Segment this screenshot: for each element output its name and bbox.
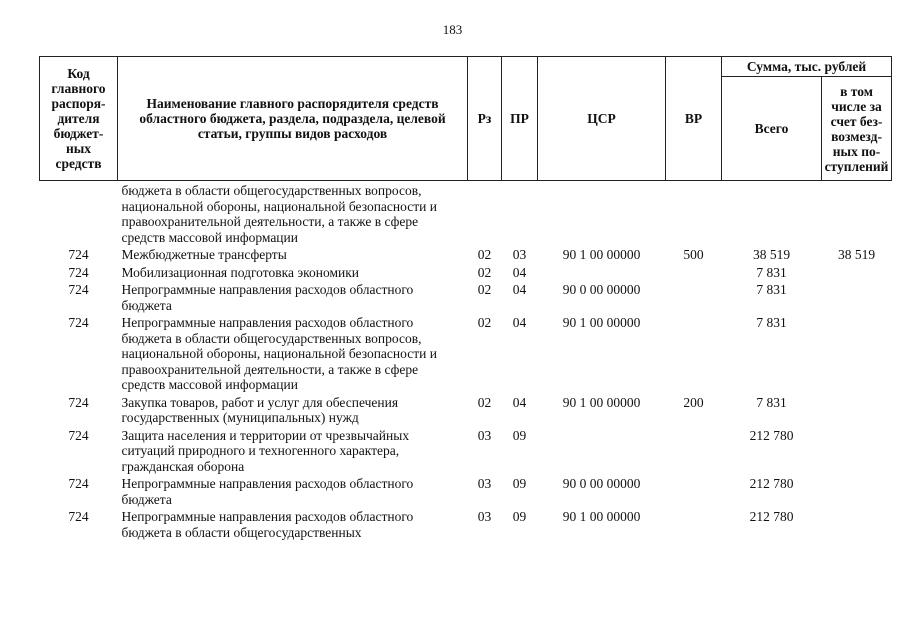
cell-pr: 09	[512, 427, 527, 443]
cell-csr: 90 1 00 00000	[562, 247, 641, 262]
cell-kod: 724	[68, 476, 89, 491]
cell-vsego: 7 831	[756, 282, 787, 297]
header-summa: Сумма, тыс. рублей	[722, 57, 892, 77]
cell-rz: 02	[477, 264, 492, 280]
cell-vr	[666, 507, 722, 540]
cell-csr: 90 0 00 00000	[562, 282, 641, 297]
cell-vr	[666, 181, 722, 246]
cell-csr: 90 1 00 00000	[562, 509, 641, 524]
cell-csr	[538, 263, 666, 281]
header-vr: ВР	[666, 57, 722, 181]
cell-kod: 724	[68, 509, 89, 524]
cell-vsego: 7 831	[756, 394, 787, 410]
cell-vr	[666, 280, 722, 313]
table-row	[40, 181, 892, 246]
table-row	[40, 263, 892, 281]
cell-rz: 02	[477, 282, 492, 297]
table-header	[40, 57, 892, 181]
cell-vtch	[822, 474, 892, 507]
cell-pr: 09	[512, 509, 527, 524]
header-kod: Код главного распоря-дителя бюджет-ных средств	[40, 57, 118, 181]
cell-name: Непрограммные направления расходов областного бюджета в области общегосударственных	[121, 509, 414, 540]
cell-rz: 03	[477, 509, 492, 524]
cell-kod: 724	[68, 282, 89, 297]
cell-vtch	[822, 313, 892, 393]
header-csr: ЦСР	[538, 57, 666, 181]
cell-vtch	[822, 393, 892, 426]
cell-name: Мобилизационная подготовка экономики	[121, 264, 360, 280]
cell-pr: 04	[512, 264, 527, 280]
header-vsego: Всего	[722, 77, 822, 181]
cell-vr	[666, 313, 722, 393]
cell-pr	[502, 181, 538, 246]
cell-rz: 03	[477, 476, 492, 491]
cell-rz: 02	[477, 315, 492, 330]
header-rz: Рз	[468, 57, 502, 181]
cell-vsego: 212 780	[749, 427, 794, 443]
cell-vtch	[822, 426, 892, 475]
header-name: Наименование главного распорядителя средств областного бюджета, раздела, подраздела, целевой статьи, группы видов расходов	[118, 57, 468, 181]
cell-csr	[538, 426, 666, 475]
table-row	[40, 426, 892, 475]
cell-rz	[468, 181, 502, 246]
cell-name: Защита населения и территории от чрезвычайных ситуаций природного и техногенного характера, гражданская оборона	[121, 427, 410, 474]
cell-kod: 724	[68, 264, 89, 280]
cell-name: бюджета в области общегосударственных вопросов, национальной обороны, национальной безопасности и правоохранительной деятельности, а также в сфере средств массовой информации	[121, 183, 437, 245]
cell-pr: 09	[512, 476, 527, 491]
table-row	[40, 280, 892, 313]
cell-vr	[666, 263, 722, 281]
cell-pr: 04	[512, 282, 527, 297]
cell-pr: 03	[512, 247, 527, 262]
header-pr: ПР	[502, 57, 538, 181]
budget-table	[39, 56, 892, 540]
table-row	[40, 245, 892, 263]
cell-vsego: 7 831	[756, 264, 787, 280]
cell-pr: 04	[512, 394, 527, 410]
cell-kod: 724	[68, 315, 89, 330]
cell-vsego: 212 780	[749, 476, 794, 491]
table-body	[40, 181, 892, 541]
page-number: 183	[442, 22, 463, 37]
cell-pr: 04	[512, 315, 527, 330]
cell-name: Межбюджетные трансферты	[121, 247, 287, 262]
cell-rz: 03	[477, 427, 492, 443]
table-row	[40, 474, 892, 507]
table-row	[40, 393, 892, 426]
cell-name: Закупка товаров, работ и услуг для обеспечения государственных (муниципальных) нужд	[121, 394, 399, 425]
cell-vr: 500	[683, 247, 704, 262]
table-row	[40, 507, 892, 540]
cell-vr: 200	[683, 394, 704, 410]
cell-vsego: 7 831	[756, 315, 787, 330]
table-row	[40, 313, 892, 393]
cell-vr	[666, 426, 722, 475]
cell-name: Непрограммные направления расходов областного бюджета	[121, 282, 414, 313]
cell-csr: 90 1 00 00000	[562, 394, 641, 410]
cell-vtch	[822, 181, 892, 246]
cell-name: Непрограммные направления расходов областного бюджета в области общегосударственных вопросов, национальной обороны, национальной безопасности и правоохранительной деятельности, а также в сфере средств массовой информации	[121, 315, 437, 392]
cell-rz: 02	[477, 394, 492, 410]
cell-kod: 724	[68, 247, 89, 262]
cell-kod	[40, 181, 118, 246]
cell-vsego	[722, 181, 822, 246]
cell-csr: 90 0 00 00000	[562, 476, 641, 491]
cell-name: Непрограммные направления расходов областного бюджета	[121, 476, 414, 507]
cell-vtch	[822, 263, 892, 281]
cell-rz: 02	[477, 247, 492, 262]
cell-vsego: 38 519	[752, 247, 791, 262]
cell-csr: 90 1 00 00000	[562, 315, 641, 330]
cell-vr	[666, 474, 722, 507]
cell-vtch	[822, 507, 892, 540]
cell-vtch	[822, 280, 892, 313]
header-vtch: в том числе за счет без-возмезд-ных по-ступлений	[822, 77, 892, 181]
cell-vsego: 212 780	[749, 509, 794, 524]
cell-kod: 724	[68, 394, 89, 410]
cell-kod: 724	[68, 427, 89, 443]
cell-csr	[538, 181, 666, 246]
cell-vtch: 38 519	[837, 247, 876, 262]
